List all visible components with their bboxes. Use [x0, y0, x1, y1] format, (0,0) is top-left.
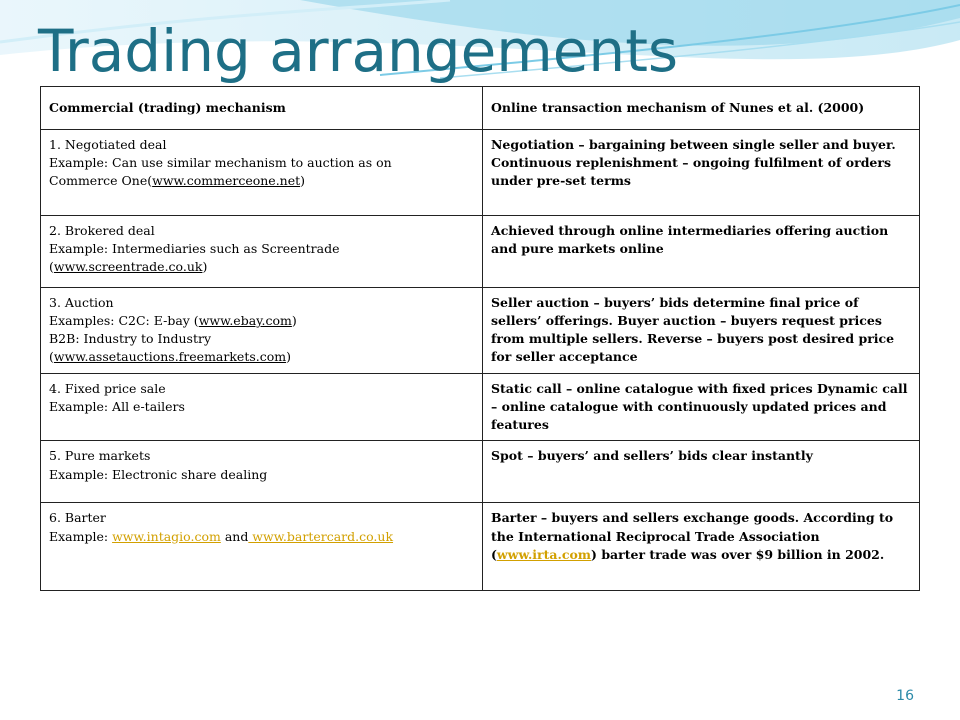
table-row [41, 441, 920, 503]
commerceone-link[interactable]: www.commerceone.net [152, 173, 301, 189]
header-online-transaction-mechanism: Online transaction mechanism of Nunes et al. (2000) [483, 87, 920, 130]
mechanism-example: Example: Intermediaries such as Screentrade [49, 241, 340, 257]
commercial-mechanism-cell [41, 503, 483, 591]
commercial-mechanism-cell [41, 216, 483, 288]
online-mechanism-cell: Seller auction – buyers’ bids determine final price of sellers’ offerings. Buyer auction – buyers request prices from multiple sellers. Reverse – buyers post desired price for seller acceptance [483, 288, 920, 374]
online-mechanism-cell: Static call – online catalogue with fixed prices Dynamic call – online catalogue with continuously updated prices and features [483, 374, 920, 441]
text-fragment: ) [202, 259, 208, 275]
mechanism-example: Example: Electronic share dealing [49, 466, 268, 482]
table-row [41, 130, 920, 216]
commercial-mechanism-cell [41, 374, 483, 441]
text-fragment: ) [286, 349, 292, 365]
table-header-row [41, 87, 920, 130]
intagio-link[interactable]: www.intagio.com [112, 528, 221, 544]
text-fragment: ( [49, 259, 54, 275]
mechanism-heading: 2. Brokered deal [49, 223, 155, 238]
table-row [41, 216, 920, 288]
mechanism-example-line [49, 172, 474, 190]
text-fragment: Barter – buyers and sellers exchange goods. According to the International Reciprocal Trade Association ( [491, 510, 894, 562]
text-fragment: Examples: C2C: E-bay ( [49, 313, 199, 329]
mechanism-example: Example: Can use similar mechanism to auction as on [49, 155, 392, 171]
commercial-mechanism-cell [41, 288, 483, 374]
online-mechanism-cell: Spot – buyers’ and sellers’ bids clear instantly [483, 441, 920, 503]
table-row [41, 288, 920, 374]
commercial-mechanism-cell [41, 130, 483, 216]
text-fragment: ) [291, 313, 297, 329]
table-row [41, 503, 920, 591]
text-fragment: ) barter trade was over $9 billion in 2002. [591, 546, 885, 562]
trading-mechanisms-table [40, 86, 920, 591]
online-mechanism-cell [483, 503, 920, 591]
mechanism-example-line [49, 348, 474, 366]
text-fragment: ) [300, 173, 306, 189]
bartercard-link[interactable]: www.bartercard.co.uk [248, 528, 394, 544]
online-mechanism-cell: Negotiation – bargaining between single seller and buyer. Continuous replenishment – ongoing fulfilment of orders under pre-set terms [483, 130, 920, 216]
mechanism-example: Example: All e-tailers [49, 399, 185, 415]
ebay-link[interactable]: www.ebay.com [198, 313, 292, 329]
online-mechanism-cell: Achieved through online intermediaries offering auction and pure markets online [483, 216, 920, 288]
text-fragment: ( [49, 349, 54, 365]
mechanism-heading: 3. Auction [49, 295, 114, 310]
text-fragment: Commerce One( [49, 173, 153, 189]
mechanism-example: B2B: Industry to Industry [49, 331, 212, 347]
page-title: Trading arrangements [38, 17, 679, 85]
text-fragment: and [220, 528, 249, 544]
commercial-mechanism-cell [41, 441, 483, 503]
assetauctions-link[interactable]: www.assetauctions.freemarkets.com [53, 349, 287, 365]
text-fragment: Example: [49, 528, 113, 544]
page-number: 16 [896, 688, 914, 704]
irta-link[interactable]: www.irta.com [496, 546, 592, 562]
screentrade-link[interactable]: www.screentrade.co.uk [53, 259, 203, 275]
mechanism-heading: 1. Negotiated deal [49, 137, 167, 152]
mechanism-example-line [49, 312, 474, 330]
mechanism-example-line [49, 528, 474, 546]
mechanism-example-line [49, 258, 474, 276]
table-row [41, 374, 920, 441]
header-commercial-mechanism: Commercial (trading) mechanism [41, 87, 483, 130]
mechanism-heading: 4. Fixed price sale [49, 381, 166, 396]
mechanism-heading: 6. Barter [49, 510, 106, 526]
mechanism-heading: 5. Pure markets [49, 448, 151, 464]
